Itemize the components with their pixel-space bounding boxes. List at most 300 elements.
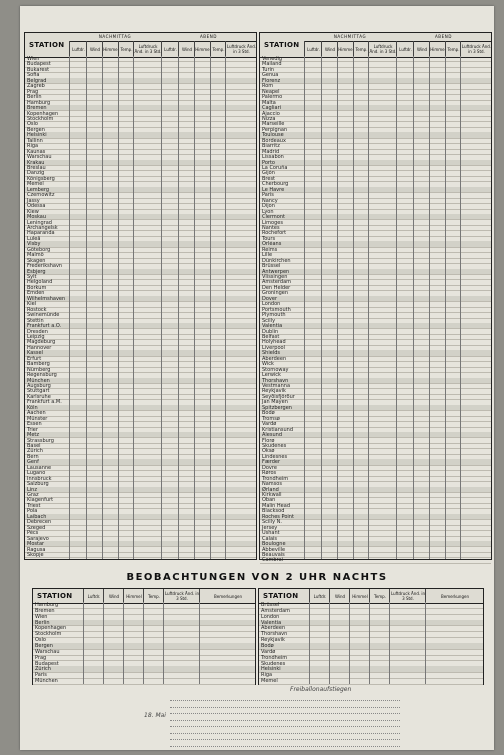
station-name: Köln (27, 404, 38, 411)
br-col-temp: Temp. (369, 589, 390, 603)
bl-col-aend: Luftdruck Änd. in 3 Std. (164, 591, 200, 601)
station-name: Frederikshavn (27, 263, 63, 270)
station-name: Skopje (27, 551, 44, 558)
station-name: Cambrai (262, 557, 284, 564)
left-col-luftdr-2: Luftdr. (161, 41, 179, 57)
station-name: Borkum (27, 284, 47, 291)
column-divider (83, 602, 84, 684)
freiballon-heading: Freiballonaufstiegen (290, 686, 352, 693)
station-name: Stettin (27, 317, 44, 324)
station-name: Kaunas (27, 148, 46, 155)
right-col-himmel-2: Himmel (429, 41, 446, 57)
right-col-wind-2: Wind (413, 41, 430, 57)
station-name: Sarajevo (27, 535, 49, 542)
station-name: Hamburg (35, 602, 59, 608)
station-name: Karlsruhe (27, 393, 51, 400)
station-name: Stockholm (27, 115, 54, 122)
station-name: Mostar (27, 541, 45, 548)
station-name: Luleå (27, 235, 41, 242)
station-name: Færder (262, 459, 281, 466)
station-name: Skudenes (261, 660, 286, 667)
station-name: Magdeburg (27, 339, 56, 346)
station-name: Visby (27, 241, 41, 248)
column-divider (309, 602, 310, 684)
station-name: Valentia (261, 619, 282, 626)
station-name: Stockholm (35, 631, 62, 638)
station-name: Abbeville (262, 546, 286, 553)
station-name: Groningen (262, 290, 289, 297)
station-name: Zagreb (27, 83, 45, 90)
station-name: Scilly N. (262, 519, 282, 526)
station-name: Thorshavn (262, 377, 289, 384)
station-name: Szeged (27, 524, 46, 531)
station-name: Holyhead (262, 339, 286, 346)
station-name: Oban (262, 497, 276, 504)
station-name: Vlissingen (262, 274, 288, 280)
station-name: Vestmanna (262, 383, 291, 389)
station-name: Krakau (27, 159, 45, 166)
left-col-himmel: Himmel (102, 41, 119, 57)
station-name: Dresden (27, 328, 48, 335)
right-col-aend: Luftdruck Änd. in 3 Std. (368, 41, 397, 57)
station-name: Brüssel (262, 263, 281, 270)
right-table-header (259, 32, 492, 58)
station-name: Bremen (35, 607, 55, 614)
column-divider (225, 56, 226, 559)
station-name: Frankfurt a.M. (27, 399, 62, 406)
bottom-left-table (32, 602, 256, 685)
br-col-aend: Luftdruck Änd. in 3 Std. (390, 591, 426, 601)
station-name: Tromsø (262, 415, 280, 422)
station-name: Skudenes (262, 442, 287, 449)
station-name: Gijón (262, 170, 275, 177)
station-name: Stornoway (262, 366, 289, 373)
station-name: Biarritz (262, 143, 280, 150)
station-name: Reykjavík (262, 388, 286, 395)
station-name: Belgrad (27, 77, 47, 84)
station-name: Brest (262, 175, 276, 182)
column-divider (429, 56, 430, 559)
station-name: Innsbruck (27, 475, 52, 482)
station-name: Perpignan (262, 126, 288, 133)
bottom-right-table (258, 602, 484, 685)
station-name: Boulogne (262, 541, 286, 548)
station-name: Aberdeen (261, 625, 286, 632)
right-col-wind: Wind (321, 41, 338, 57)
station-name: Seyðisfjörður (262, 393, 295, 400)
column-divider (133, 56, 134, 559)
station-name: Brüssel (261, 602, 280, 608)
station-name: Kiew (27, 208, 39, 215)
column-divider (143, 602, 144, 684)
station-name: Lyon (262, 208, 274, 215)
column-divider (425, 602, 426, 684)
station-name: Kristiansund (262, 426, 294, 433)
station-name: Paris (35, 672, 47, 679)
station-name: Bordeaux (262, 137, 286, 144)
right-col-luftdr-2: Luftdr. (396, 41, 414, 57)
station-name: Budapest (35, 660, 59, 667)
station-name: Kassel (27, 350, 43, 357)
station-name: Ragusa (27, 546, 46, 553)
station-name: Memel (27, 181, 44, 188)
column-divider (194, 56, 195, 559)
station-name: Neapel (262, 88, 280, 95)
station-name: London (262, 301, 281, 308)
station-name: Jan Mayen (262, 399, 288, 406)
station-name: Calais (262, 535, 278, 542)
br-col-wind: Wind (329, 589, 350, 603)
left-station-heading: STATION (29, 41, 65, 49)
station-name: Swinemünde (27, 312, 60, 319)
station-name: Shields (262, 350, 280, 357)
station-name: Vardø (261, 648, 276, 655)
station-name: Rostock (27, 306, 47, 313)
station-name: Dovre (262, 464, 277, 471)
left-col-temp-2: Temp. (210, 41, 226, 57)
br-col-luftdr: Luftdr. (309, 589, 330, 603)
bl-col-himmel: Himmel (123, 589, 144, 603)
station-name: Bergen (35, 642, 53, 649)
station-name: Ajaccio (262, 110, 280, 117)
station-name: Augsburg (27, 383, 51, 389)
station-name: München (35, 678, 58, 685)
column-divider (123, 602, 124, 684)
station-name: Warschau (27, 154, 52, 161)
station-name: Budapest (27, 61, 51, 68)
station-name: Le Havre (262, 186, 285, 193)
station-name: Nürnberg (27, 366, 51, 373)
column-divider (349, 602, 350, 684)
left-col-himmel-2: Himmel (194, 41, 211, 57)
station-name: Limoges (262, 219, 283, 226)
bl-col-bem: Bemerkungen (199, 589, 256, 603)
station-name: Kopenhagen (27, 110, 59, 117)
station-name: Roches Point (262, 513, 294, 520)
station-name: Riga (261, 672, 273, 679)
station-name: Berlin (35, 619, 50, 626)
station-name: Paris (262, 192, 274, 199)
station-name: Trondheim (261, 654, 288, 661)
station-name: Göteborg (27, 246, 51, 253)
right-col-himmel: Himmel (337, 41, 354, 57)
station-name: Trondheim (262, 475, 289, 482)
station-name: Linz (27, 486, 37, 493)
station-name: Archangelsk (27, 224, 58, 231)
station-name: Portsmouth (262, 306, 291, 313)
column-divider (396, 56, 397, 559)
station-name: Cherbourg (262, 181, 289, 188)
table-row (260, 557, 491, 563)
station-name: Vardø (262, 421, 277, 428)
station-name: London (261, 613, 280, 620)
station-name: Zürich (27, 448, 43, 455)
station-name: Graz (27, 492, 39, 498)
right-col-temp: Temp. (353, 41, 369, 57)
station-name: Prag (27, 88, 39, 95)
freiballon-row (170, 740, 400, 747)
station-name: Madrid (262, 148, 280, 155)
station-name: Salzburg (27, 481, 49, 488)
station-name: Cagliari (262, 105, 282, 112)
station-name: Helsinki (27, 132, 47, 139)
column-divider (369, 602, 370, 684)
station-name: Wilhelmshaven (27, 295, 66, 302)
right-station-table (259, 56, 492, 564)
station-name: Leipzig (27, 333, 45, 340)
station-name: Porto (262, 159, 275, 166)
station-name: Venedig (262, 56, 283, 62)
station-name: Blacksod (262, 508, 285, 515)
bottom-right-station-heading: STATION (263, 592, 299, 600)
bl-col-wind: Wind (103, 589, 124, 603)
station-name: Oslo (35, 637, 46, 644)
station-name: Strassburg (27, 437, 54, 444)
column-divider (460, 56, 461, 559)
bl-col-temp: Temp. (143, 589, 164, 603)
station-name: Debrecen (27, 519, 52, 526)
station-name: Pola (27, 508, 38, 515)
station-name: Warschau (35, 648, 60, 655)
left-col-wind: Wind (86, 41, 103, 57)
left-table-header (24, 32, 257, 58)
right-nachmittag-heading: NACHMITTAG (304, 33, 396, 42)
right-station-heading: STATION (264, 41, 300, 49)
station-name: Bamberg (27, 361, 50, 368)
station-name: Thorshavn (261, 631, 288, 638)
station-name: Dünkirchen (262, 257, 291, 264)
station-name: Helsinki (261, 666, 281, 673)
column-divider (321, 56, 322, 559)
station-name: Spitzbergen (262, 404, 292, 411)
freiballon-table (170, 694, 400, 746)
station-name: Jassy (27, 197, 40, 204)
station-name: Dublin (262, 328, 279, 335)
column-divider (199, 602, 200, 684)
station-name: Dover (262, 295, 277, 302)
station-name: Wien (27, 56, 40, 62)
station-name: Regensburg (27, 372, 57, 379)
station-name: Lille (262, 252, 273, 259)
station-name: Skagen (27, 257, 46, 264)
station-name: Malta (262, 99, 276, 106)
station-name: Basel (27, 442, 41, 449)
station-name: Helgoland (27, 279, 53, 286)
column-divider (413, 56, 414, 559)
column-divider (103, 602, 104, 684)
station-name: Tallinn (27, 137, 43, 144)
left-station-table (24, 56, 257, 560)
left-col-luftdr: Luftdr. (69, 41, 87, 57)
station-name: Røros (262, 470, 277, 477)
station-name: Malmö (27, 252, 44, 259)
station-name: Czernowitz (27, 192, 55, 199)
station-name: Antwerpen (262, 268, 290, 275)
column-divider (161, 56, 162, 559)
date-stamp: 18. Mai (144, 712, 166, 719)
column-divider (329, 602, 330, 684)
station-name: Namsos (262, 481, 282, 488)
left-col-aend-2: Luftdruck Änd. in 3 Std. (225, 41, 257, 57)
station-name: Danzig (27, 170, 45, 177)
station-name: Ålesund (262, 432, 283, 439)
station-name: Lausanne (27, 464, 52, 471)
station-name: Bern (27, 453, 39, 460)
station-name: Florenz (262, 77, 281, 84)
station-name: Kirkwall (262, 492, 282, 498)
station-name: Nizza (262, 115, 276, 122)
station-name: Turin (262, 66, 275, 73)
night-observations-title: BEOBACHTUNGEN VON 2 UHR NACHTS (126, 572, 388, 583)
station-name: Tours (262, 235, 276, 242)
station-name: Berlin (27, 94, 42, 101)
station-name: Genua (262, 72, 279, 79)
station-name: La Coruña (262, 165, 288, 171)
station-name: Emden (27, 290, 45, 297)
station-name: Oslo (27, 121, 38, 128)
station-name: Bremen (27, 105, 47, 112)
station-name: Nantes (262, 224, 280, 231)
station-name: Clermont (262, 214, 285, 221)
column-divider (304, 56, 305, 559)
station-name: Amsterdam (262, 279, 292, 286)
station-name: Kopenhagen (35, 625, 67, 632)
right-col-luftdr: Luftdr. (304, 41, 322, 57)
station-name: Valentia (262, 323, 283, 330)
station-name: Dijon (262, 203, 275, 210)
station-name: Leningrad (27, 219, 52, 226)
station-name: Königsberg (27, 175, 55, 182)
station-name: Odessa (27, 203, 46, 210)
station-name: Marseille (262, 121, 285, 128)
station-name: Bukarest (27, 66, 50, 73)
station-name: Stuttgart (27, 388, 50, 395)
right-col-aend-2: Luftdruck Änd. in 3 Std. (460, 41, 492, 57)
left-col-temp: Temp. (118, 41, 134, 57)
station-name: Plymouth (262, 312, 286, 319)
station-name: Beauvais (262, 551, 285, 558)
br-col-himmel: Himmel (349, 589, 370, 603)
column-divider (210, 56, 211, 559)
right-col-temp-2: Temp. (445, 41, 461, 57)
station-name: Lindesnes (262, 453, 288, 460)
station-name: Lissabon (262, 154, 284, 161)
station-name: Malin Head (262, 502, 290, 509)
station-name: Scilly (262, 317, 276, 324)
column-divider (69, 56, 70, 559)
station-name: Breslau (27, 165, 46, 171)
column-divider (163, 602, 164, 684)
column-divider (118, 56, 119, 559)
left-nachmittag-heading: NACHMITTAG (69, 33, 161, 42)
column-divider (337, 56, 338, 559)
column-divider (102, 56, 103, 559)
station-name: Erfurt (27, 355, 42, 362)
station-name: Ushant (262, 530, 280, 537)
station-name: Rom (262, 83, 274, 90)
station-name: Rochefort (262, 230, 287, 237)
column-divider (389, 602, 390, 684)
station-name: Haparanda (27, 230, 55, 237)
station-name: Riga (27, 143, 39, 150)
table-row (25, 552, 256, 558)
column-divider (353, 56, 354, 559)
station-name: Sylt (27, 274, 37, 280)
station-name: Ørland (262, 486, 279, 493)
station-name: Amsterdam (261, 607, 291, 614)
column-divider (368, 56, 369, 559)
left-col-aend: Luftdruck Änd. in 3 Std. (133, 41, 162, 57)
bl-col-luftdr: Luftdr. (83, 589, 104, 603)
station-name: Bodø (262, 410, 275, 417)
station-name: Belfast (262, 333, 280, 340)
station-name: Lerwick (262, 372, 281, 379)
station-name: Nancy (262, 197, 278, 204)
column-divider (178, 56, 179, 559)
station-name: Wien (35, 613, 48, 620)
column-divider (86, 56, 87, 559)
station-name: Essen (27, 421, 42, 428)
station-name: Metz (27, 432, 39, 439)
station-name: Genf (27, 459, 39, 466)
station-name: Bergen (27, 126, 45, 133)
station-name: Reykjavík (261, 637, 285, 644)
station-name: Pécs (27, 530, 39, 537)
station-name: Reims (262, 246, 278, 253)
station-name: Laibach (27, 513, 47, 520)
weather-report-sheet (20, 6, 494, 750)
station-name: Lemberg (27, 186, 50, 193)
station-name: Lugano (27, 470, 46, 477)
station-name: Jersey (262, 524, 278, 531)
table-row (33, 678, 255, 685)
station-name: Hamburg (27, 99, 51, 106)
station-name: Oksø (262, 448, 275, 455)
station-name: Den Helder (262, 284, 291, 291)
br-col-bem: Bemerkungen (425, 589, 484, 603)
bottom-left-station-heading: STATION (37, 592, 73, 600)
station-name: Aberdeen (262, 355, 287, 362)
station-name: Triest (27, 502, 41, 509)
station-name: Memel (261, 678, 278, 685)
left-abend-heading: ABEND (161, 33, 256, 42)
station-name: Wick (262, 361, 274, 368)
station-name: Sofia (27, 72, 40, 79)
station-name: Orléans (262, 241, 282, 248)
station-name: Klagenfurt (27, 497, 54, 504)
station-name: Florø (262, 437, 275, 444)
station-name: Esbjerg (27, 268, 46, 275)
station-name: Mailand (262, 61, 282, 68)
table-row (259, 678, 483, 685)
left-col-wind-2: Wind (178, 41, 195, 57)
station-name: Kiel (27, 301, 37, 308)
station-name: Bodø (261, 642, 274, 649)
station-name: München (27, 377, 50, 384)
column-divider (445, 56, 446, 559)
station-name: Trier (27, 426, 38, 433)
right-abend-heading: ABEND (396, 33, 491, 42)
station-name: Münster (27, 415, 48, 422)
station-name: Prag (35, 654, 47, 661)
station-name: Palermo (262, 94, 283, 101)
station-name: Moskau (27, 214, 47, 221)
station-name: Hannover (27, 344, 52, 351)
station-name: Frankfurt a.O. (27, 323, 62, 330)
station-name: Aachen (27, 410, 46, 417)
station-name: Liverpool (262, 344, 285, 351)
station-name: Toulouse (262, 132, 284, 139)
